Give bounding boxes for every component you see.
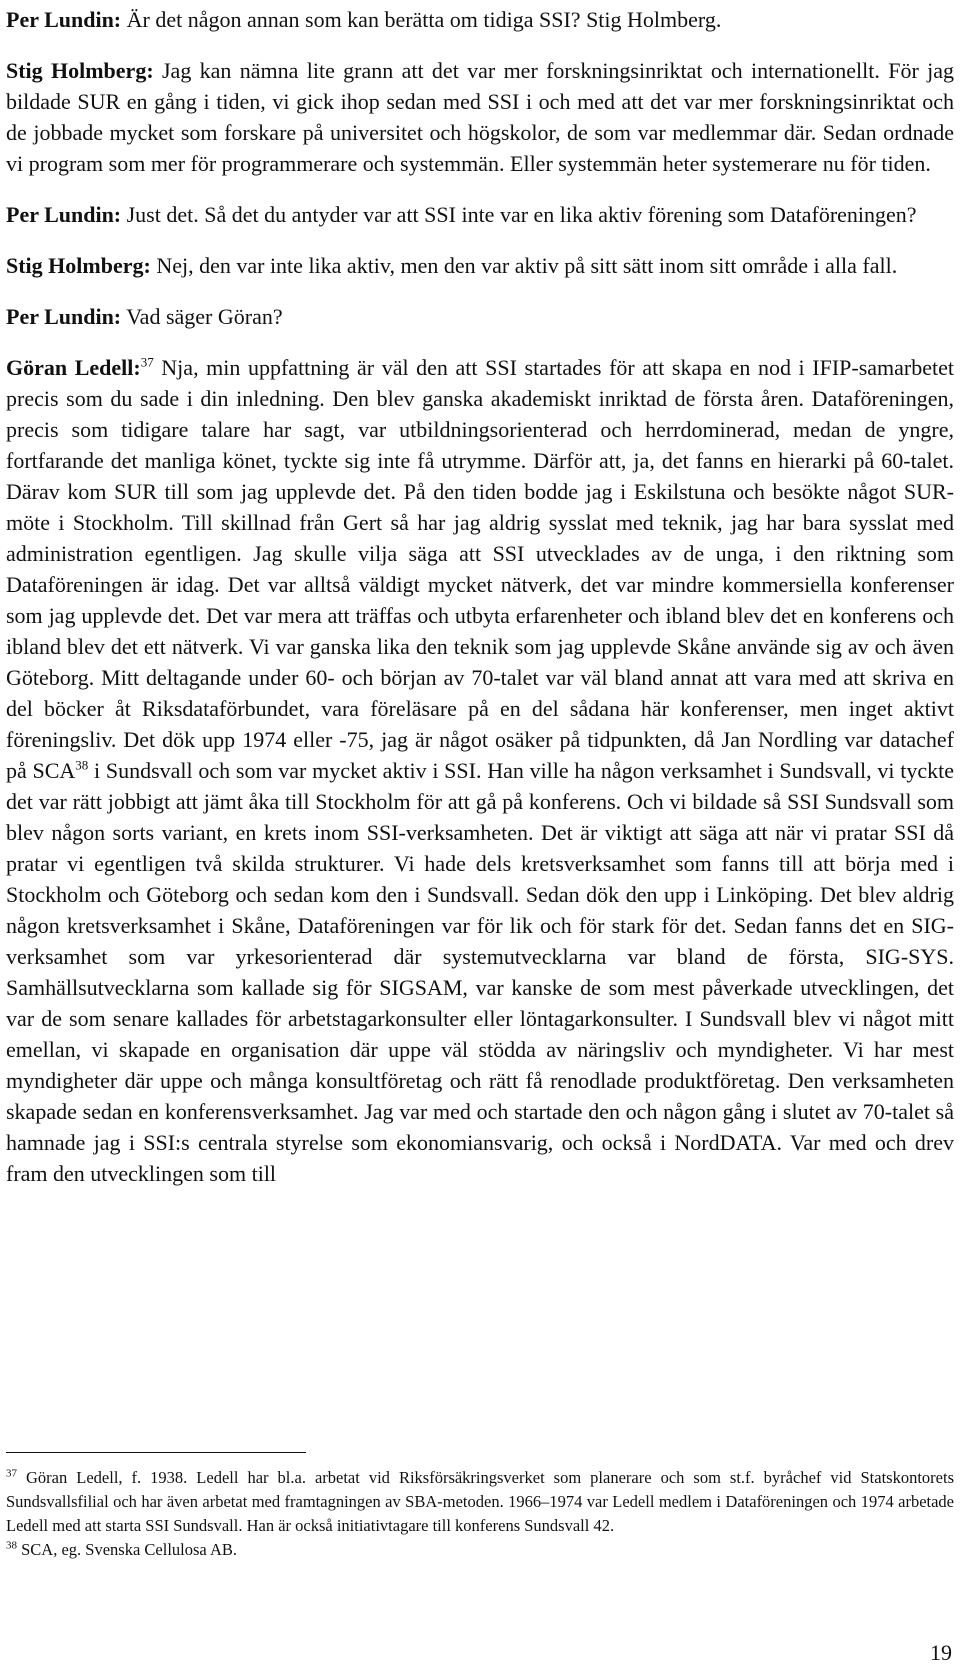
paragraph-text: Just det. Så det du antyder var att SSI inte var en lika aktiv förening som Dataföreningen? <box>121 202 917 227</box>
speaker-name: Stig Holmberg: <box>6 253 151 278</box>
paragraph <box>6 55 954 179</box>
paragraph-text: Vad säger Göran? <box>121 304 283 329</box>
paragraph-text: Jag kan nämna lite grann att det var mer forskningsinriktat och internationellt. För jag bildade SUR en gång i tiden, vi gick ihop sedan med SSI i och med att det var mer forskningsinriktat och de jobbade mycket som forskare på universitet och högskolor, de som var medlemmar där. Sedan ordnade vi program som mer för programmerare och systemmän. Eller systemmän heter systemerare nu för tiden. <box>6 58 954 176</box>
footnote-number: 37 <box>6 1467 17 1480</box>
paragraph-text: Är det någon annan som kan berätta om tidiga SSI? Stig Holmberg. <box>121 7 722 32</box>
paragraph-long <box>6 352 954 1189</box>
speaker-name: Per Lundin: <box>6 7 122 32</box>
footnote-text: SCA, eg. Svenska Cellulosa AB. <box>17 1540 238 1559</box>
paragraph <box>6 301 954 332</box>
paragraph <box>6 250 954 281</box>
main-text <box>6 4 954 1209</box>
paragraph <box>6 199 954 230</box>
paragraph <box>6 4 954 35</box>
paragraph-text: Nja, min uppfattning är väl den att SSI startades för att skapa en nod i IFIP-samarbetet precis som du sade i din inledning. Den blev ganska akademiskt inriktad de första åren. Dataföreningen, precis som tidigare talare har sagt, var utbildningsorienterad och herrdominerad, medan de yngre, fortfarande det manliga könet, tyckte sig inte få utrymme. Därför att, ja, det fanns en hierarki på 60-talet. Därav kom SUR till som jag upplevde det. På den tiden bodde jag i Eskilstuna och besökte något SUR-möte i Stockholm. Till skillnad från Gert så har jag aldrig sysslat med teknik, jag har bara sysslat med administration egentligen. Jag skulle vilja säga att SSI utvecklades av de unga, i den riktning som Dataföreningen är idag. Det var alltså väldigt mycket nätverk, det var mindre kommersiella konferenser som jag upplevde det. Det var mera att träffas och utbyta erfarenheter och ibland blev det en konferens och ibland blev det ett nätverk. Vi var ganska lika den teknik som jag upplevde Skåne använde sig av och även Göteborg. Mitt deltagande under 60- och början av 70-talet var väl bland annat att vara med att skriva en del böcker åt Riksdataförbundet, vara föreläsare på en del sådana här konferenser, men inget aktivt föreningsliv. Det dök upp 1974 eller -75, jag är något osäker på tidpunkten, då Jan Nordling var datachef på SCA <box>6 355 954 783</box>
footnote-reference[interactable]: 37 <box>140 354 154 370</box>
speaker-name: Stig Holmberg: <box>6 58 154 83</box>
footnote-text: Göran Ledell, f. 1938. Ledell har bl.a. arbetat vid Riksförsäkringsverket som planerare och som st.f. byråchef vid Statskontorets Sundsvallsfilial och har även arbetat med framtagningen av SBA-metoden. 1966–1974 var Ledell medlem i Dataföreningen och 1974 arbetade Ledell med att starta SSI Sundsvall. Han är också initiativtagare till konferens Sundsvall 42. <box>6 1468 954 1535</box>
footnote-number: 38 <box>6 1539 17 1552</box>
footnote-reference[interactable]: 38 <box>75 757 89 773</box>
footnotes <box>6 1466 954 1562</box>
footnote-divider <box>6 1452 306 1453</box>
footnote <box>6 1466 954 1538</box>
speaker-name: Per Lundin: <box>6 304 122 329</box>
speaker-name: Göran Ledell: <box>6 355 141 380</box>
footnote <box>6 1538 954 1562</box>
paragraph-text: i Sundsvall och som var mycket aktiv i SSI. Han ville ha någon verksamhet i Sundsvall, vi tyckte det var rätt jobbigt att jämt åka till Stockholm för att gå på konferens. Och vi bildade så SSI Sundsvall som blev någon sorts variant, en krets inom SSI-verksamheten. Det är viktigt att säga att när vi pratar SSI då pratar vi egentligen två skilda strukturer. Vi hade dels kretsverksamhet som fanns till att börja med i Stockholm och Göteborg och sedan kom den i Sundsvall. Sedan dök den upp i Linköping. Det blev aldrig någon kretsverksamhet i Skåne, Dataföreningen var för lik och för stark för det. Sedan fanns det en SIG-verksamhet som var yrkesorienterad där systemutvecklarna var bland de första, SIG-SYS. Samhällsutvecklarna som kallade sig för SIGSAM, var kanske de som mest påverkade utvecklingen, det var de som senare kallades för arbetstagarkonsulter eller löntagarkonsulter. I Sundsvall blev vi något mitt emellan, vi skapade en organisation där uppe väl stödda av näringsliv och myndigheter. Vi har mest myndigheter där uppe och många konsultföretag och rätt få renodlade produktföretag. Den verksamheten skapade sedan en konferensverksamhet. Jag var med och startade den och någon gång i slutet av 70-talet så hamnade jag i SSI:s centrala styrelse som ekonomiansvarig, och också i NordDATA. Var med och drev fram den utvecklingen som till <box>6 758 954 1186</box>
paragraph-text: Nej, den var inte lika aktiv, men den var aktiv på sitt sätt inom sitt område i alla fall. <box>150 253 898 278</box>
page-number: 19 <box>930 1640 952 1665</box>
speaker-name: Per Lundin: <box>6 202 122 227</box>
